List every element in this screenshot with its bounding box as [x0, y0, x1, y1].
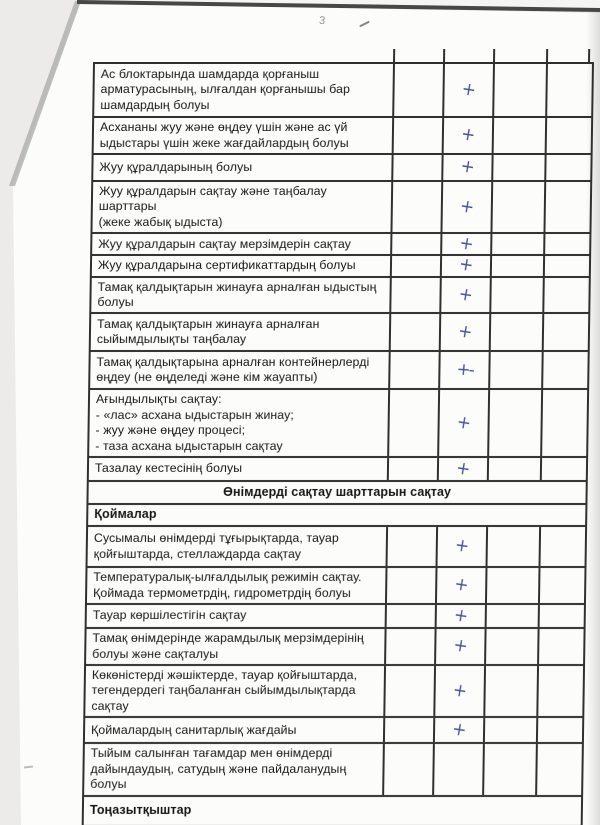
empty-cell	[538, 718, 582, 742]
empty-cell	[485, 718, 538, 742]
check-cell	[442, 182, 493, 232]
row-text-cell	[92, 182, 393, 232]
empty-cell	[387, 568, 438, 603]
empty-cell	[547, 64, 592, 116]
empty-cell	[541, 527, 586, 566]
row-text-cell	[88, 527, 389, 566]
handwritten-check-mark: +	[453, 534, 471, 558]
row-label: Тамақ қалдықтарын жинауға арналған ыдыстың болуы	[97, 279, 377, 310]
table-row	[86, 629, 584, 666]
empty-cell	[491, 314, 545, 350]
row-text-cell	[89, 390, 390, 456]
check-cell	[439, 390, 490, 456]
empty-cell	[542, 390, 587, 456]
row-label: Тамақ қалдықтарын жинауға арналған сыйымдылықты таңбалау	[96, 317, 320, 347]
empty-cell	[392, 234, 442, 254]
row-text-cell	[92, 256, 392, 275]
empty-cell	[387, 605, 437, 627]
check-cell	[434, 744, 485, 794]
table-row	[92, 234, 589, 256]
handwritten-check-mark: +	[458, 155, 477, 179]
empty-cell	[389, 458, 439, 480]
empty-cell	[484, 744, 538, 794]
table-row	[85, 666, 583, 718]
handwritten-check-mark: +	[454, 457, 472, 481]
table-row	[88, 505, 585, 527]
empty-cell	[390, 352, 441, 388]
row-label: Температуралық-ылғалдылық режимін сақтау. Қоймада термометрдің, гидрометрдің болуы	[93, 570, 362, 600]
check-cell	[441, 314, 492, 350]
table-row	[94, 118, 592, 155]
check-cell	[441, 278, 492, 313]
table-row	[87, 568, 585, 605]
empty-cell	[494, 118, 548, 153]
check-cell	[442, 253, 492, 277]
table-row	[94, 64, 592, 118]
handwritten-check-mark: +	[452, 573, 471, 597]
column-line-stub	[493, 49, 495, 62]
handwritten-check-mark: +	[456, 320, 474, 344]
row-text-cell	[86, 629, 387, 664]
empty-cell	[386, 629, 437, 664]
check-cell	[437, 605, 487, 627]
row-label: Тыйым салынған тағамдар мен өнімдерді дайындаудың, сатудың және пайдаланудың болуы	[90, 746, 347, 792]
check-cell	[437, 568, 488, 603]
table-row	[89, 390, 587, 458]
handwritten-check-mark: +	[451, 634, 470, 658]
row-label: Ас блоктарында шамдарда қорғаныш арматурасының, ылғалдан қорғанышы бар шамдардың болуы	[100, 66, 351, 112]
table-row	[92, 182, 590, 234]
row-label: Жуу құралдарын сақтау және таңбалау шарттары (жеке жабық ыдыста)	[98, 184, 327, 229]
handwritten-check-mark: +	[457, 232, 476, 256]
check-cell	[443, 155, 493, 180]
table-row	[84, 797, 581, 825]
empty-cell	[545, 234, 589, 254]
empty-cell	[542, 458, 586, 480]
page-number: 3	[318, 14, 326, 28]
empty-cell	[393, 155, 443, 180]
handwritten-check-mark: +	[459, 77, 478, 101]
row-text-cell	[85, 666, 386, 716]
table-row	[90, 352, 588, 390]
group-header-cell	[84, 797, 581, 825]
row-text-cell	[92, 234, 392, 254]
table-row	[91, 278, 589, 315]
row-text-cell	[85, 718, 385, 742]
handwritten-check-mark: +	[454, 411, 473, 435]
empty-cell	[493, 155, 546, 180]
row-label: Сусымалы өнімдерді тұғырықтарда, тауар қойғыштарда, стеллаждарда сақтау	[93, 531, 339, 561]
empty-cell	[540, 605, 584, 627]
empty-cell	[545, 182, 590, 232]
table-row	[84, 744, 582, 796]
handwritten-check-mark: +-	[455, 359, 474, 381]
table-row	[92, 253, 589, 277]
check-cell	[440, 352, 491, 388]
row-text-cell	[87, 568, 388, 603]
empty-cell	[385, 666, 436, 716]
empty-cell	[394, 64, 445, 116]
empty-cell	[545, 256, 589, 275]
empty-cell	[392, 182, 443, 232]
table-row	[88, 482, 585, 505]
handwritten-check-mark: +	[450, 679, 469, 703]
handwritten-check-mark: +	[459, 123, 477, 147]
table-row	[85, 718, 582, 744]
handwritten-check-mark: +	[457, 253, 475, 277]
table-row	[87, 605, 584, 629]
empty-cell	[489, 390, 543, 456]
row-text-cell	[91, 314, 392, 350]
check-cell	[442, 234, 492, 254]
row-label: Тазалау кестесінің болуы	[94, 461, 243, 476]
row-label: Қоймалардың санитарлық жағдайы	[90, 722, 297, 737]
row-text-cell	[89, 458, 389, 480]
empty-cell	[492, 234, 545, 254]
group-header-label: Қоймалар	[94, 507, 157, 522]
section-header-cell	[88, 482, 585, 503]
handwritten-check-mark: +	[452, 604, 470, 628]
row-label: Тамақ қалдықтарына арналған контейнерлерді өңдеу (не өңделеді және кім жауапты)	[96, 355, 370, 385]
empty-cell	[394, 118, 445, 153]
table-row	[87, 527, 585, 568]
check-cell	[444, 118, 495, 153]
empty-cell	[485, 666, 539, 716]
check-cell	[444, 64, 495, 116]
table-row	[89, 458, 586, 482]
empty-cell	[391, 314, 442, 350]
empty-cell	[489, 458, 542, 480]
empty-cell	[392, 256, 442, 275]
empty-cell	[486, 629, 540, 664]
empty-cell	[540, 568, 585, 603]
empty-cell	[538, 666, 583, 716]
empty-cell	[543, 352, 588, 388]
row-label: Жуу құралдарын сақтау мерзімдерін сақтау	[98, 236, 352, 251]
group-header-cell	[88, 505, 585, 525]
empty-cell	[388, 527, 439, 566]
empty-cell	[487, 605, 540, 627]
empty-cell	[491, 278, 545, 313]
empty-cell	[539, 629, 584, 664]
empty-cell	[488, 527, 542, 566]
row-text-cell	[87, 605, 387, 627]
empty-cell	[391, 278, 442, 313]
check-cell	[439, 458, 489, 480]
row-label: Жуу құралдарының болуы	[99, 159, 253, 174]
check-cell	[435, 666, 486, 716]
empty-cell	[492, 182, 546, 232]
group-header-label: Тоңазытқыштар	[89, 802, 192, 817]
row-label: Тауар көршілестігін сақтау	[92, 608, 247, 623]
handwritten-check-mark: +	[456, 283, 475, 306]
row-label: Жуу құралдарына сертификаттардың болуы	[97, 258, 356, 273]
row-text-cell	[90, 352, 391, 388]
column-line-stub	[588, 49, 590, 62]
checklist-table	[82, 62, 594, 825]
section-header-label: Өнімдерді сақтау шарттарын сақтау	[223, 484, 452, 499]
row-text-cell	[94, 118, 395, 153]
empty-cell	[546, 155, 590, 180]
row-text-cell	[93, 155, 393, 180]
empty-cell	[487, 568, 541, 603]
row-text-cell	[84, 744, 385, 794]
row-label: Асхананы жуу және өңдеу үшін және ас үй ыдыстары үшін жеке жағдайлардың болуы	[99, 120, 349, 150]
empty-cell	[384, 744, 435, 794]
column-line-stub	[443, 49, 445, 62]
empty-cell	[490, 352, 544, 388]
row-label: Ағындылықты сақтау: - «лас» асхана ыдыстарын жинау; - жуу және өңдеу процесі; - таза асхана ыдыстарын сақтау	[95, 392, 294, 453]
check-cell	[438, 527, 489, 566]
table-row	[93, 155, 590, 182]
empty-cell	[547, 118, 592, 153]
empty-cell	[389, 390, 440, 456]
empty-cell	[494, 64, 548, 116]
row-label: Көкөністерді жәшіктерде, тауар қойғыштарда, тегендердегі таңбаланған сыйымдылықтарда сақтау	[91, 668, 358, 713]
table-row	[91, 314, 589, 352]
row-label: Тамақ өнімдерінде жарамдылық мерзімдерінің болуы және сақталуы	[92, 631, 365, 661]
check-cell	[436, 629, 487, 664]
column-line-stub	[393, 49, 395, 62]
check-cell	[435, 718, 485, 742]
row-text-cell	[91, 278, 392, 313]
empty-cell	[544, 314, 589, 350]
column-line-stub	[546, 49, 548, 62]
empty-cell	[385, 718, 435, 742]
row-text-cell	[94, 64, 395, 116]
empty-cell	[492, 256, 545, 275]
empty-cell	[537, 744, 582, 794]
empty-cell	[544, 278, 589, 313]
handwritten-check-mark: +	[450, 718, 468, 742]
handwritten-check-mark: +	[458, 195, 476, 219]
